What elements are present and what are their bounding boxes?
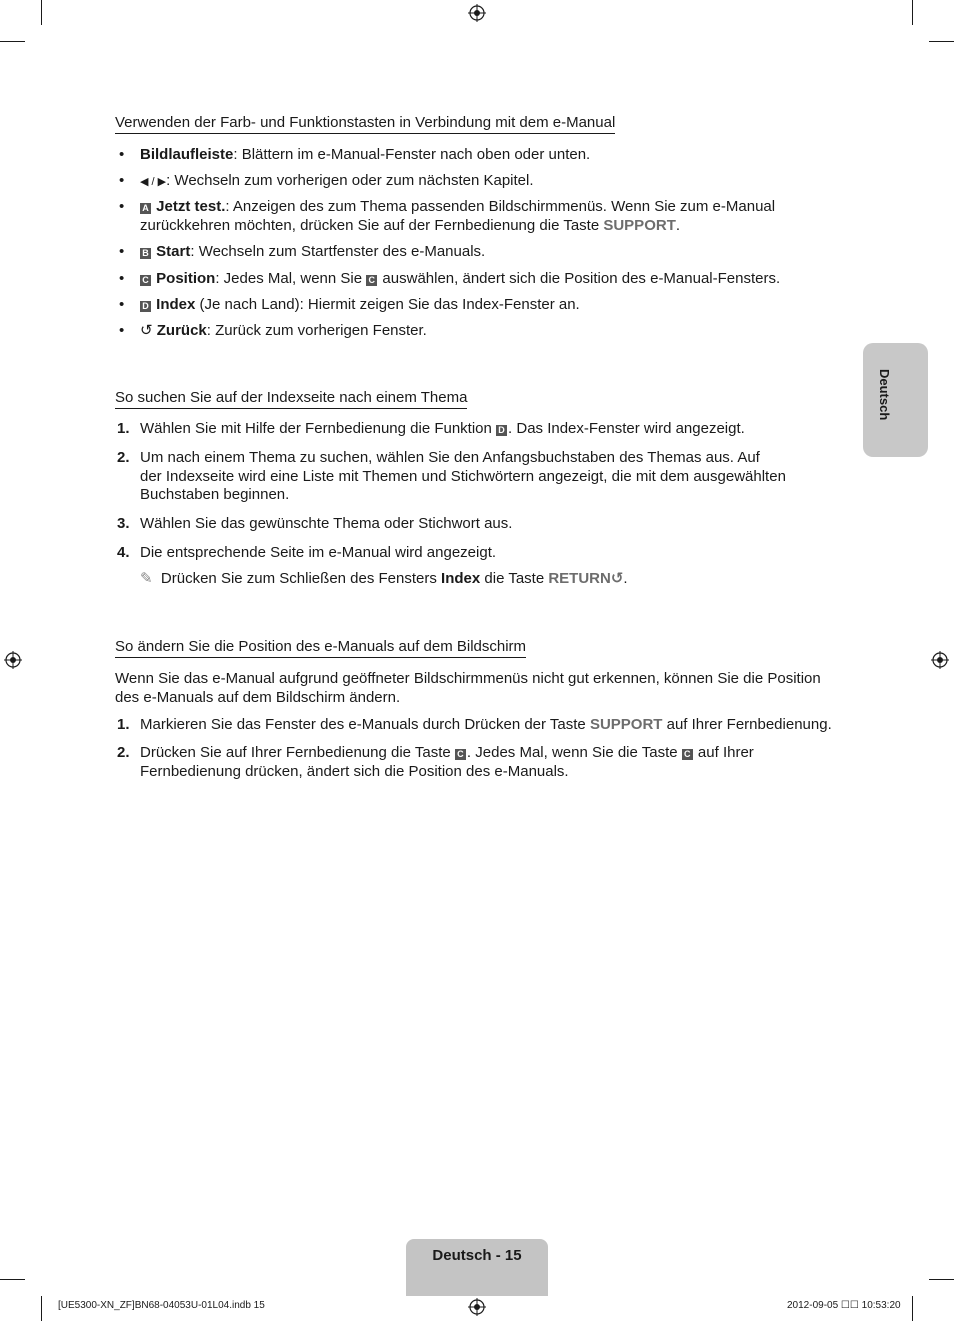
return-icon: ↺	[140, 322, 153, 339]
step-number: 2.	[117, 449, 130, 466]
step-number: 1.	[117, 420, 130, 437]
bullet-icon: •	[119, 198, 125, 215]
step-number: 3.	[117, 515, 130, 532]
footer-timestamp: 2012-09-05 ☐☐ 10:53:20	[787, 1300, 901, 1311]
intro-text: Wenn Sie das e-Manual aufgrund geöffneter Bildschirmmenüs nicht gut erkennen, können Sie die Position	[115, 670, 821, 687]
registration-mark-icon	[468, 1298, 486, 1316]
step-text: Buchstaben beginnen.	[140, 486, 290, 503]
list-item: Bildlaufleiste: Blättern im e-Manual-Fenster nach oben oder unten.	[140, 146, 591, 163]
section-title-position: So ändern Sie die Position des e-Manuals auf dem Bildschirm	[115, 638, 526, 658]
registration-mark-icon	[4, 651, 22, 669]
step-text: Markieren Sie das Fenster des e-Manuals durch Drücken der Taste SUPPORT auf Ihrer Fernbedienung.	[140, 716, 832, 733]
step-number: 2.	[117, 744, 130, 761]
step-number: 4.	[117, 544, 130, 561]
list-item: ◀ / ▶: Wechseln zum vorherigen oder zum nächsten Kapitel.	[140, 172, 534, 189]
note-pencil-icon: ✎	[140, 570, 153, 587]
key-c-icon: C	[682, 749, 693, 760]
key-c-icon: C	[455, 749, 466, 760]
key-d-icon: D	[140, 301, 151, 312]
registration-mark-icon	[931, 651, 949, 669]
bullet-icon: •	[119, 243, 125, 260]
intro-text: des e-Manuals auf dem Bildschirm ändern.	[115, 689, 401, 706]
footer-file-info: [UE5300-XN_ZF]BN68-04053U-01L04.indb 15	[58, 1300, 265, 1311]
list-item: ↺ Zurück: Zurück zum vorherigen Fenster.	[140, 322, 427, 339]
step-text: Wählen Sie mit Hilfe der Fernbedienung die Funktion D . Das Index-Fenster wird angezeigt.	[140, 420, 745, 437]
step-text: der Indexseite wird eine Liste mit Themen und Stichwörtern angezeigt, die mit dem ausgewählten	[140, 468, 786, 485]
key-b-icon: B	[140, 248, 151, 259]
list-item: A Jetzt test.: Anzeigen des zum Thema passenden Bildschirmmenüs. Wenn Sie zum e-Manual	[140, 197, 775, 216]
language-side-tab: Deutsch	[863, 343, 928, 457]
step-text: Drücken Sie auf Ihrer Fernbedienung die Taste C . Jedes Mal, wenn Sie die Taste C auf Ihrer	[140, 744, 754, 761]
registration-mark-icon	[468, 4, 486, 22]
step-text: Um nach einem Thema zu suchen, wählen Sie den Anfangsbuchstaben des Themas aus. Auf	[140, 449, 760, 466]
bullet-icon: •	[119, 172, 125, 189]
step-number: 1.	[117, 716, 130, 733]
step-text: Fernbedienung drücken, ändert sich die Position des e-Manuals.	[140, 763, 569, 780]
section-title-function-keys: Verwenden der Farb- und Funktionstasten in Verbindung mit dem e-Manual	[115, 114, 615, 134]
key-c-icon: C	[366, 275, 377, 286]
step-text: Die entsprechende Seite im e-Manual wird angezeigt.	[140, 544, 497, 561]
note: ✎ Drücken Sie zum Schließen des Fensters Index die Taste RETURN↺.	[140, 570, 628, 587]
list-item: D Index (Je nach Land): Hiermit zeigen Sie das Index-Fenster an.	[140, 295, 580, 314]
list-item-continuation: zurückkehren möchten, drücken Sie auf der Fernbedienung die Taste SUPPORT.	[140, 217, 681, 234]
section-title-index-search: So suchen Sie auf der Indexseite nach einem Thema	[115, 389, 467, 409]
key-a-icon: A	[140, 203, 151, 214]
key-c-icon: C	[140, 275, 151, 286]
bullet-icon: •	[119, 270, 125, 287]
bullet-icon: •	[119, 322, 125, 339]
key-d-icon: D	[496, 425, 507, 436]
list-item: B Start: Wechseln zum Startfenster des e-Manuals.	[140, 242, 485, 261]
bullet-icon: •	[119, 146, 125, 163]
arrow-left-right-icon: ◀ / ▶	[140, 176, 167, 188]
page-number-box: Deutsch - 15	[406, 1239, 548, 1296]
bullet-icon: •	[119, 296, 125, 313]
list-item: C Position: Jedes Mal, wenn Sie C auswählen, ändert sich die Position des e-Manual-Fensters.	[140, 269, 780, 288]
step-text: Wählen Sie das gewünschte Thema oder Stichwort aus.	[140, 515, 513, 532]
